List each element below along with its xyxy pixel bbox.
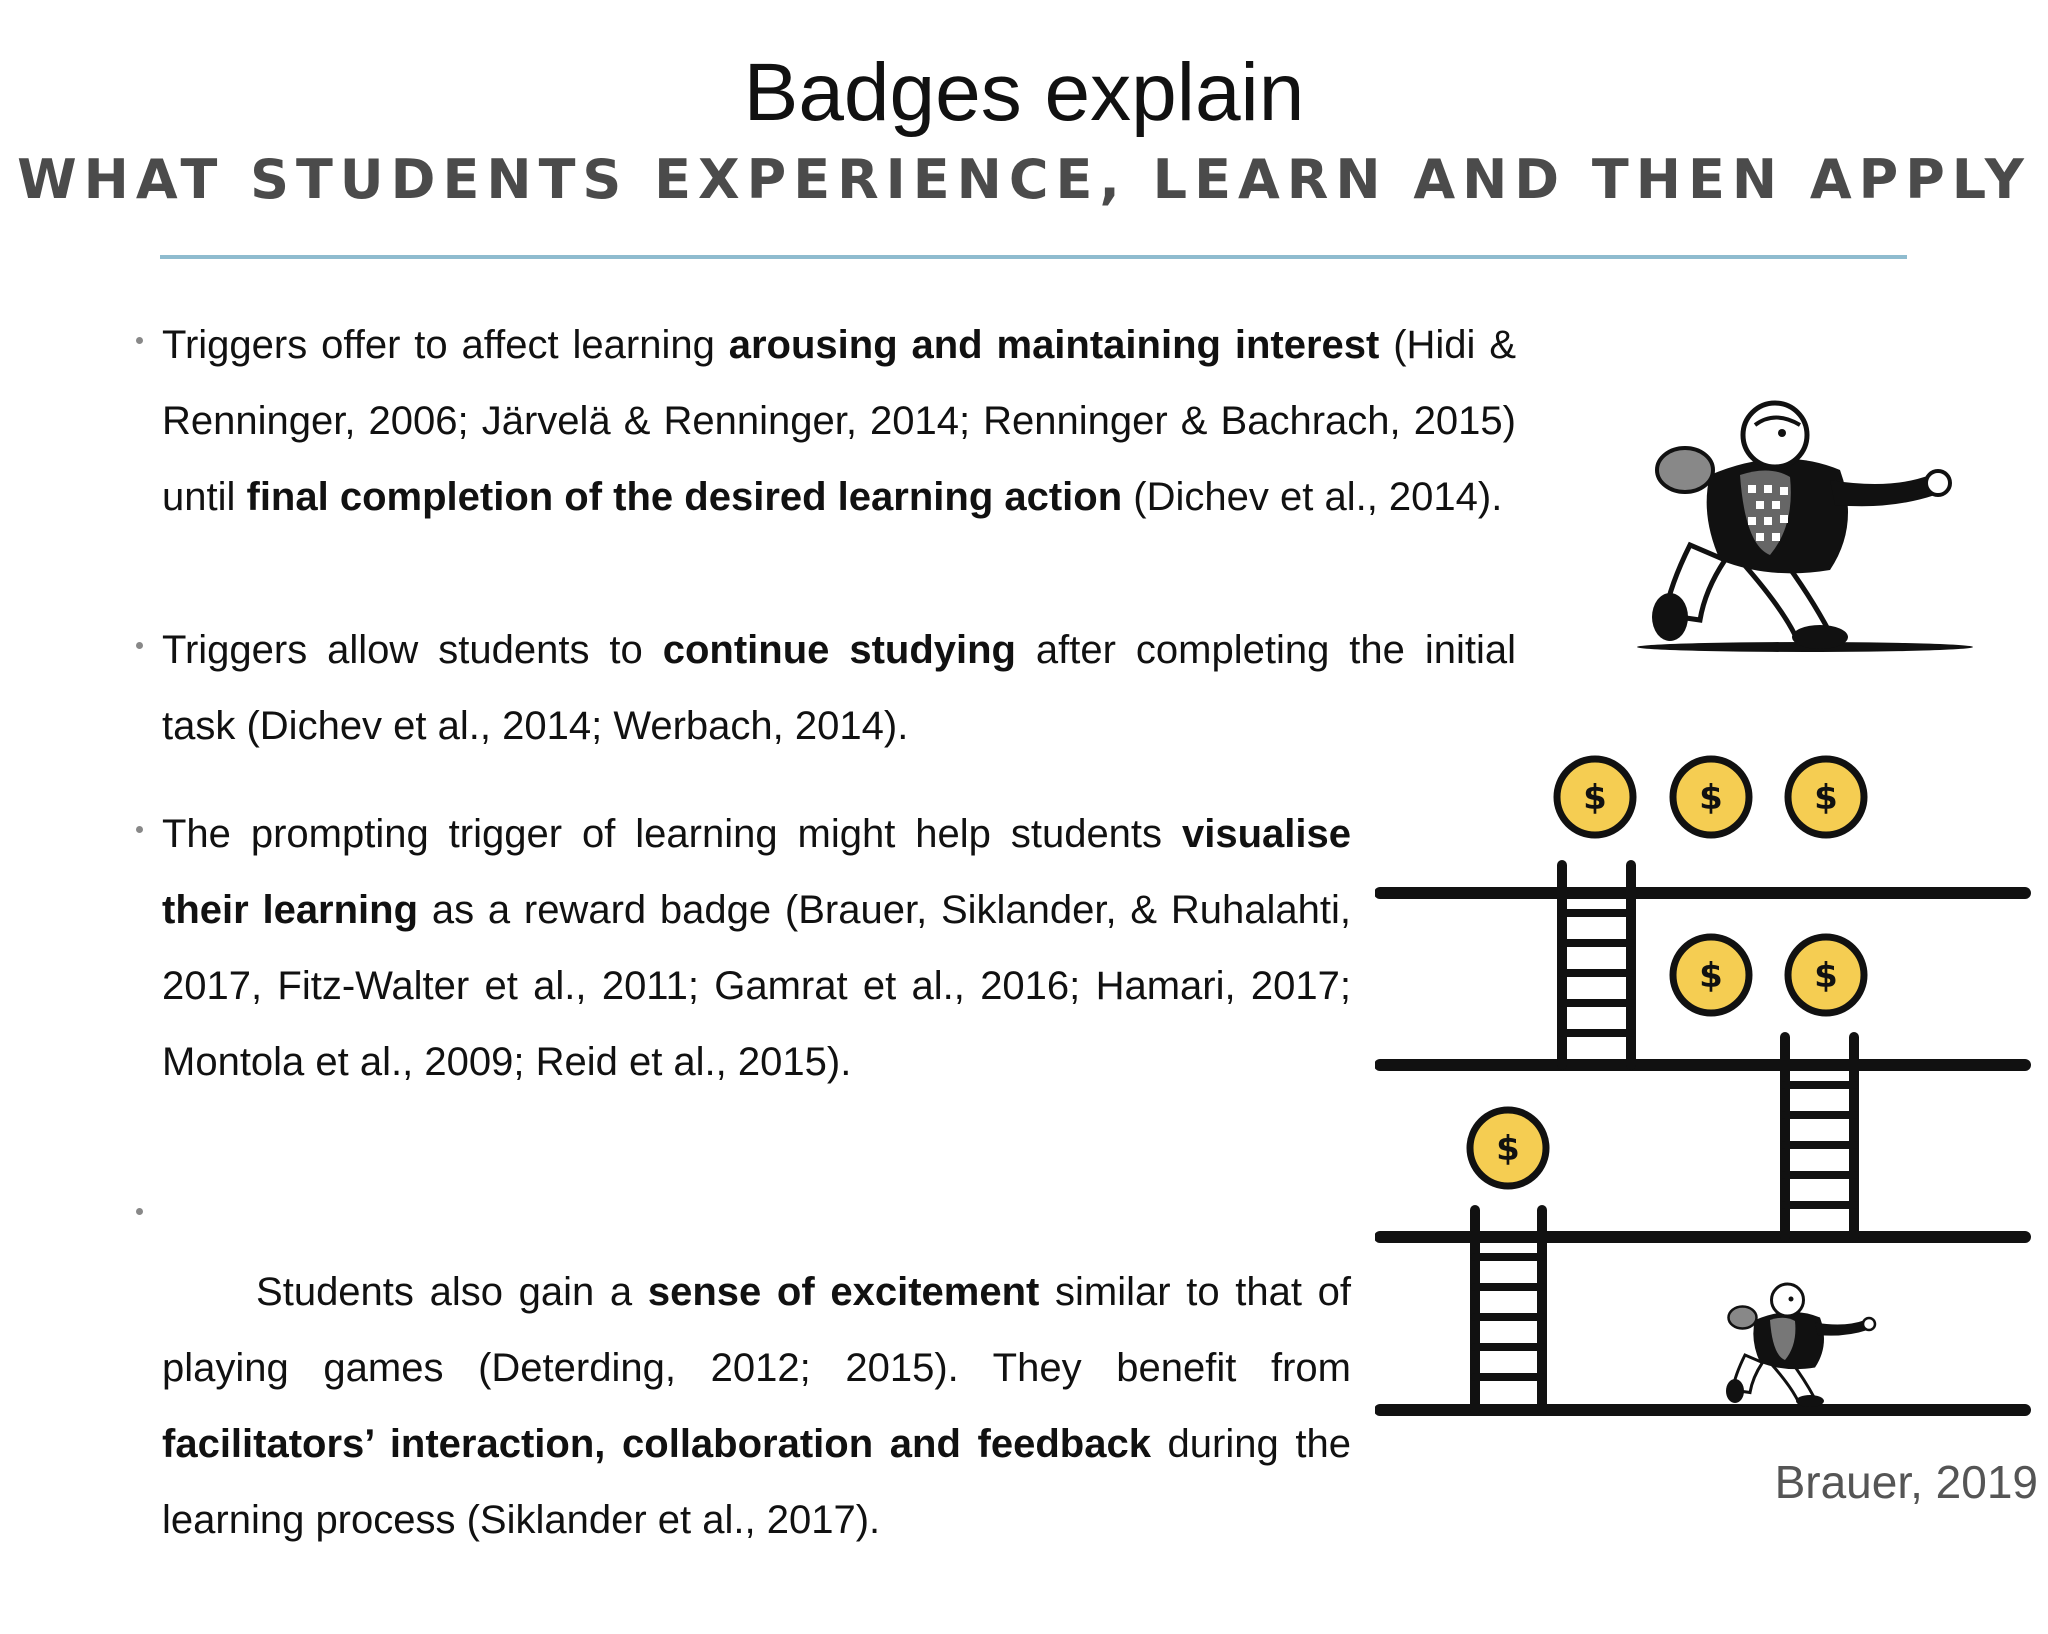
slide-subtitle: WHAT STUDENTS EXPERIENCE, LEARN AND THEN APPLY — [17, 148, 2031, 211]
slide-title: Badges explain — [743, 47, 1305, 138]
coin-group — [1470, 759, 1864, 1186]
title-divider — [160, 255, 1907, 259]
bullet-text: Students also gain a sense of excitement similar to that of playing games (Deterding, 2012; 2015). They benefit from facilitators’ interaction, collaboration and feedback during the learning process (Siklander et al., 2017). — [162, 1270, 1363, 1542]
bullet-text: The prompting trigger of learning might help students visualise their learning as a reward badge (Brauer, Siklander, & Ruhalahti, 2017, Fitz-Walter et al., 2011; Gamrat et al., 2016; Hamari, 2017; Montola et al., 2009; Reid et al., 2015). — [162, 812, 1351, 1084]
bullet-text: Triggers allow students to continue studying after completing the initial task (Dichev et al., 2014; Werbach, 2014). — [162, 628, 1516, 748]
bullet-3 — [136, 796, 1351, 1100]
running-tycoon-icon — [1630, 395, 1980, 655]
bullet-dot — [136, 337, 143, 344]
bullet-dot — [136, 1208, 143, 1215]
image-credit: Brauer, 2019 — [1774, 1456, 2038, 1508]
coin-symbol: $ — [1699, 778, 1723, 818]
bullet-dot — [136, 642, 143, 649]
bullet-2 — [136, 612, 1516, 764]
bullet-4 — [136, 1178, 1363, 1634]
bullet-text: Triggers offer to affect learning arousing and maintaining interest (Hidi & Renninger, 2006; Järvelä & Renninger, 2014; Renninger & Bachrach, 2015) until final completion of the desired learning action (Dichev et al., 2014). — [162, 323, 1516, 519]
coin-symbol: $ — [1699, 956, 1723, 996]
bullet-dot — [136, 826, 143, 833]
coin-symbol: $ — [1814, 778, 1838, 818]
coin-symbol: $ — [1496, 1129, 1520, 1169]
coin-symbol: $ — [1814, 956, 1838, 996]
small-runner-icon — [1726, 1284, 1875, 1407]
platform-game-icon — [1375, 745, 2035, 1435]
bullet-1 — [136, 307, 1516, 535]
coin-symbol: $ — [1583, 778, 1607, 818]
